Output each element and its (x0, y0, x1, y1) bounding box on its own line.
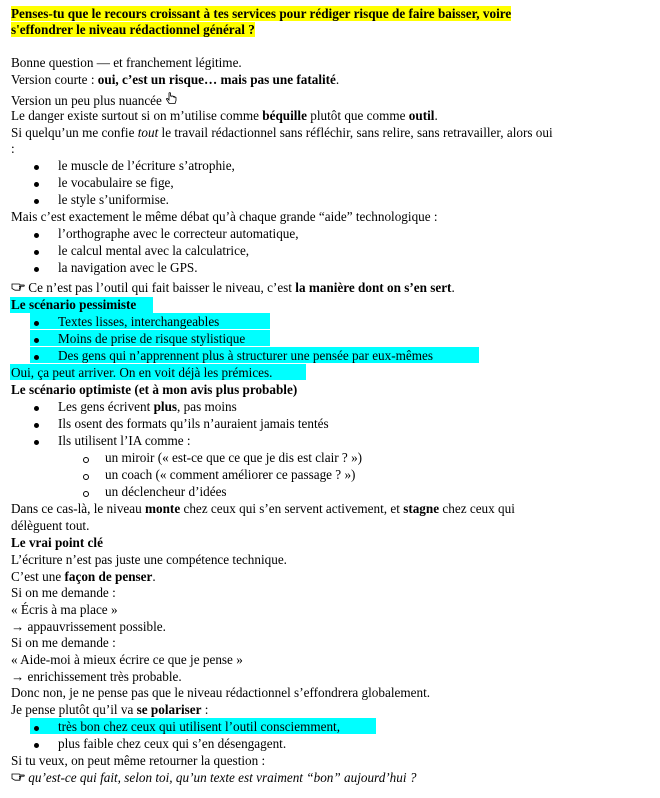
key-line: « Aide-moi à mieux écrire ce que je pense » (11, 652, 243, 667)
if-someone-colon: : (11, 141, 15, 156)
bullet (34, 321, 39, 326)
list-item: Des gens qui n’apprennent plus à structurer une pensée par eux-mêmes (58, 348, 433, 363)
bullet (34, 338, 39, 343)
key-line: L’écriture n’est pas juste une compétence technique. (11, 552, 287, 567)
sub-bullet (83, 474, 89, 480)
key-line: C’est une façon de penser. (11, 569, 156, 584)
key-line: Si on me demande : (11, 635, 116, 650)
debate-line: Mais c’est exactement le même débat qu’à chaque grande “aide” technologique : (11, 209, 438, 224)
bullet (34, 406, 39, 411)
bullet (34, 233, 39, 238)
closing-line: Si tu veux, on peut même retourner la question : (11, 753, 266, 768)
list-item: l’orthographe avec le correcteur automatique, (58, 226, 299, 241)
key-line: → appauvrissement possible. (11, 619, 166, 634)
bullet (34, 355, 39, 360)
list-item: plus faible chez ceux qui s’en désengagent. (58, 736, 287, 751)
sub-list-item: un déclencheur d’idées (105, 484, 227, 499)
bullet (34, 199, 39, 204)
key-line: Si on me demande : (11, 585, 116, 600)
danger-line: Le danger existe surtout si on m’utilise comme béquille plutôt que comme outil. (11, 108, 438, 123)
hand-point-right-icon (11, 771, 25, 782)
key-point-line: Ce n’est pas l’outil qui fait baisser le niveau, c’est la manière dont on s’en sert. (11, 280, 455, 295)
short-version: Version courte : oui, c’est un risque… mais pas une fatalité. (11, 72, 340, 87)
sub-list-item: un miroir (« est-ce que ce que je dis est clair ? ») (105, 450, 363, 465)
bullet (34, 165, 39, 170)
bullet (34, 726, 39, 731)
key-heading: Le vrai point clé (11, 535, 103, 550)
closing-question: qu’est-ce qui fait, selon toi, qu’un texte est vraiment “bon” aujourd’hui ? (11, 770, 416, 785)
key-line: Je pense plutôt qu’il va se polariser : (11, 702, 209, 717)
hand-point-right-icon (11, 281, 25, 292)
list-item: Textes lisses, interchangeables (58, 314, 220, 329)
bullet (34, 743, 39, 748)
list-item: le style s’uniformise. (58, 192, 169, 207)
list-item: Les gens écrivent plus, pas moins (58, 399, 237, 414)
list-item: très bon chez ceux qui utilisent l’outil consciemment, (58, 719, 340, 734)
title-line-1: Penses-tu que le recours croissant à tes services pour rédiger risque de faire baisser, voire (11, 6, 512, 21)
list-item: le vocabulaire se fige, (58, 175, 174, 190)
optimist-conclusion: Dans ce cas-là, le niveau monte chez ceux qui s’en servent activement, et stagne chez ceux qui (11, 501, 515, 516)
key-line: « Écris à ma place » (11, 602, 118, 617)
hand-point-down-icon (165, 92, 178, 105)
nuanced-version: Version un peu plus nuancée (11, 92, 178, 108)
list-item: Ils osent des formats qu’ils n’auraient jamais tentés (58, 416, 329, 431)
list-item: Moins de prise de risque stylistique (58, 331, 246, 346)
list-item: Ils utilisent l’IA comme : (58, 433, 191, 448)
sub-list-item: un coach (« comment améliorer ce passage ? ») (105, 467, 356, 482)
optimist-heading: Le scénario optimiste (et à mon avis plus probable) (11, 382, 298, 397)
bullet (34, 423, 39, 428)
list-item: le muscle de l’écriture s’atrophie, (58, 158, 235, 173)
title-line-2: s'effondrer le niveau rédactionnel général ? (11, 22, 255, 37)
bullet (34, 250, 39, 255)
bullet (34, 267, 39, 272)
intro-line: Bonne question — et franchement légitime. (11, 55, 242, 70)
if-someone-line: Si quelqu’un me confie tout le travail rédactionnel sans réfléchir, sans relire, sans retravailler, alors oui (11, 125, 553, 140)
pessimist-conclusion: Oui, ça peut arriver. On en voit déjà les prémices. (11, 365, 273, 380)
sub-bullet (83, 457, 89, 463)
bullet (34, 440, 39, 445)
sub-bullet (83, 491, 89, 497)
optimist-conclusion-cont: délèguent tout. (11, 518, 90, 533)
list-item: la navigation avec le GPS. (58, 260, 198, 275)
key-line: → enrichissement très probable. (11, 669, 182, 684)
key-line: Donc non, je ne pense pas que le niveau rédactionnel s’effondrera globalement. (11, 685, 431, 700)
list-item: le calcul mental avec la calculatrice, (58, 243, 250, 258)
bullet (34, 182, 39, 187)
pessimist-heading: Le scénario pessimiste (11, 297, 137, 312)
